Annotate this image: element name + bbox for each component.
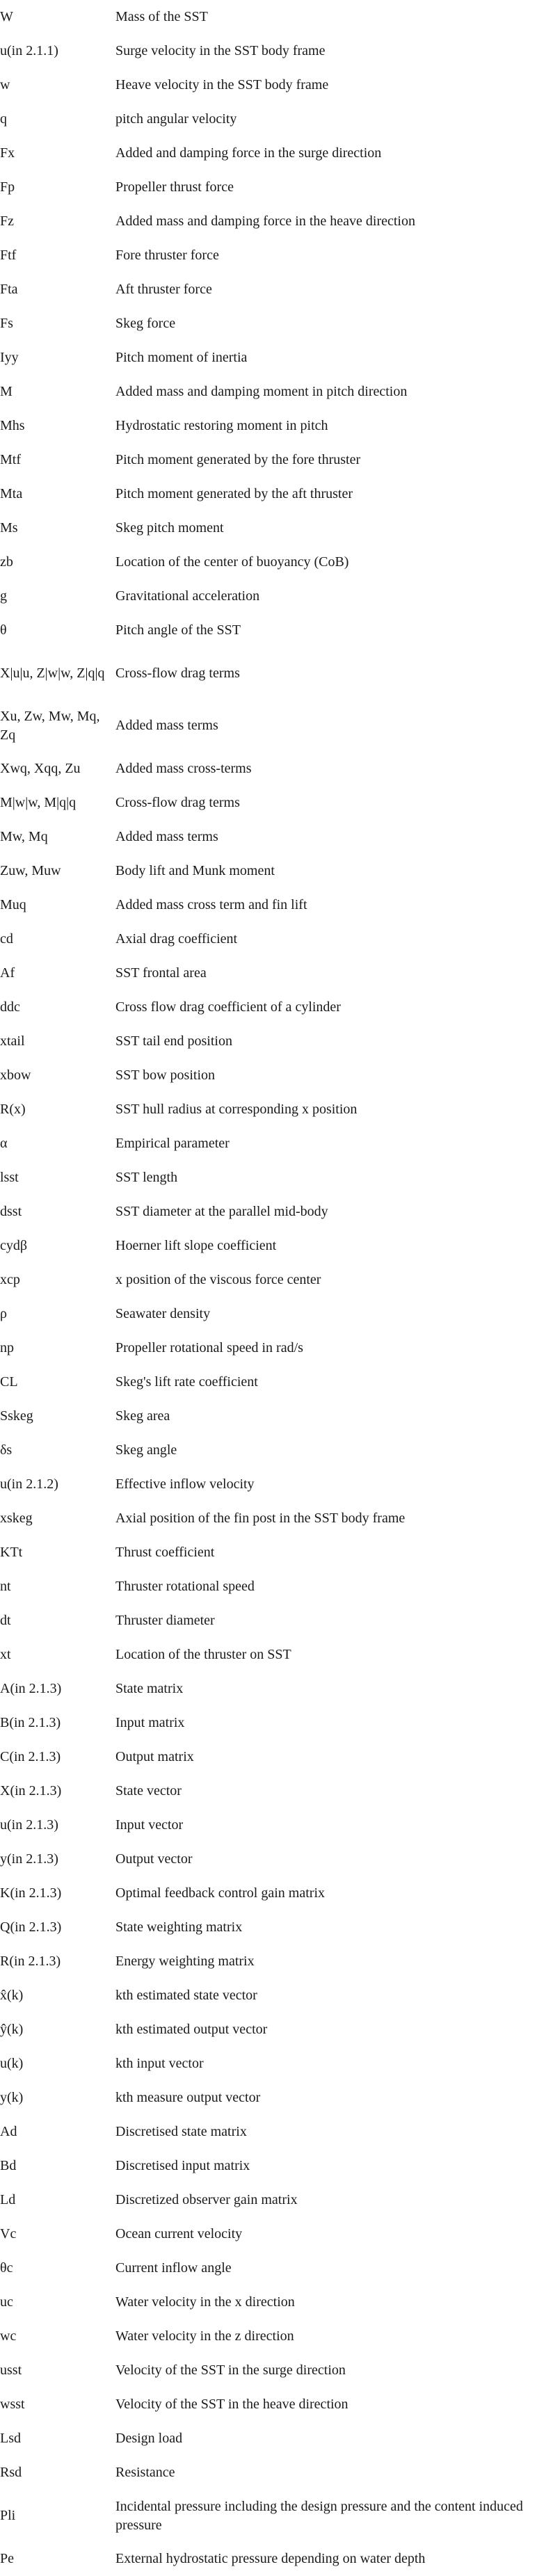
table-row [0,1706,537,1740]
table-row [0,545,537,579]
description: Discretised state matrix [115,2124,247,2139]
description: Resistance [115,2465,175,2480]
table-row [0,68,537,102]
symbol: α [0,1136,8,1151]
description: Skeg angle [115,1442,177,1458]
table-row [0,1331,537,1365]
table-row [0,1945,537,1979]
description: Axial position of the fin post in the SST body frame [115,1511,406,1526]
description: Incidental pressure including the design pressure and the content induced pressure [115,2498,523,2533]
description: Optimal feedback control gain matrix [115,1885,326,1901]
symbol: R(in 2.1.3) [0,1954,61,1969]
symbol: C(in 2.1.3) [0,1749,61,1764]
description: Effective inflow velocity [115,1476,255,1492]
symbol: KTt [0,1545,23,1560]
table-row [0,1297,537,1331]
description: x position of the viscous force center [115,1272,321,1287]
symbol: nt [0,1579,11,1594]
description: Heave velocity in the SST body frame [115,77,329,92]
table-row [0,1570,537,1604]
table-row [0,0,537,34]
table-row [0,409,537,443]
symbol: usst [0,2362,22,2378]
description: Hoerner lift slope coefficient [115,1238,277,1253]
description: SST hull radius at corresponding x position [115,1102,358,1117]
description: Thruster diameter [115,1613,215,1628]
table-row [0,1399,537,1433]
description: Seawater density [115,1306,211,1321]
symbol: Pe [0,2551,14,2566]
table-row [0,1502,537,1536]
symbol: Mw, Mq [0,829,48,844]
symbol: u(in 2.1.1) [0,43,58,58]
table-row [0,820,537,854]
table-row [0,1058,537,1093]
table-row [0,1808,537,1842]
symbol: Ld [0,2192,16,2207]
description: Skeg pitch moment [115,520,224,536]
symbol: g [0,588,7,604]
description: State matrix [115,1681,184,1696]
symbol: cydβ [0,1238,28,1253]
table-row [0,273,537,307]
description: Discretised input matrix [115,2158,250,2173]
table-row [0,136,537,170]
table-row [0,1740,537,1774]
symbol: Xwq, Xqq, Zu [0,761,81,776]
table-row [0,443,537,477]
description: Added mass and damping force in the heave direction [115,214,415,229]
table-row [0,34,537,68]
symbol: Mhs [0,418,25,433]
table-row [0,579,537,613]
table-row [0,1467,537,1502]
symbol: Ms [0,520,18,536]
table-row [0,1127,537,1161]
symbol: Zuw, Muw [0,863,61,878]
symbol: Muq [0,897,26,912]
symbol: lsst [0,1170,19,1185]
symbol: Fta [0,282,18,297]
table-row [0,1024,537,1058]
symbol: Fz [0,214,14,229]
table-row [0,2115,537,2149]
description: SST frontal area [115,965,207,981]
table-row [0,102,537,136]
table-row [0,786,537,820]
description: Output vector [115,1851,193,1867]
table-row [0,1093,537,1127]
description: External hydrostatic pressure depending on water depth [115,2551,426,2566]
description: Output matrix [115,1749,194,1764]
symbol: CL [0,1374,18,1390]
symbol: u(in 2.1.3) [0,1817,58,1833]
symbol: dt [0,1613,11,1628]
symbol: θc [0,2260,13,2276]
table-row [0,341,537,375]
symbol: xt [0,1647,11,1662]
description: Thrust coefficient [115,1545,215,1560]
description: Water velocity in the z direction [115,2328,294,2344]
description: Pitch moment of inertia [115,350,248,365]
description: Empirical parameter [115,1136,230,1151]
description: Ocean current velocity [115,2226,243,2241]
table-row [0,1229,537,1263]
symbol: cd [0,931,13,947]
symbol: Mtf [0,452,21,467]
symbol: u(in 2.1.2) [0,1476,58,1492]
description: Skeg area [115,1408,170,1424]
symbol: Fs [0,316,13,331]
description: Cross-flow drag terms [115,795,240,810]
description: Location of the thruster on SST [115,1647,291,1662]
symbol: wc [0,2328,17,2344]
symbol: xcp [0,1272,20,1287]
description: Added mass terms [115,829,218,844]
table-row [0,2490,537,2542]
table-row [0,2047,537,2081]
symbol: Rsd [0,2465,22,2480]
description: Design load [115,2431,183,2446]
description: Added and damping force in the surge direction [115,145,382,161]
description: Input matrix [115,1715,185,1730]
table-row [0,1161,537,1195]
table-row [0,1774,537,1808]
description: Skeg's lift rate coefficient [115,1374,258,1390]
table-row [0,1263,537,1297]
symbol: Iyy [0,350,19,365]
symbol: Ftf [0,248,17,263]
symbol: x̂(k) [0,1988,24,2003]
description: pitch angular velocity [115,111,237,127]
table-row [0,2183,537,2217]
table-row [0,1876,537,1910]
symbol: B(in 2.1.3) [0,1715,61,1730]
symbol: X|u|u, Z|w|w, Z|q|q [0,666,105,681]
description: Input vector [115,1817,184,1833]
table-row [0,2542,537,2576]
description: Skeg force [115,316,176,331]
description: Pitch angle of the SST [115,622,241,638]
table-row [0,647,537,700]
symbol: Fx [0,145,15,161]
symbol: R(x) [0,1102,26,1117]
symbol: Pli [0,2508,16,2523]
table-row [0,511,537,545]
description: Aft thruster force [115,282,212,297]
symbol: q [0,111,7,127]
description: Location of the center of buoyancy (CoB) [115,554,349,570]
description: Gravitational acceleration [115,588,260,604]
description: kth input vector [115,2056,204,2071]
symbol: zb [0,554,13,570]
table-row [0,2319,537,2353]
symbol: xbow [0,1068,31,1083]
symbol: K(in 2.1.3) [0,1885,62,1901]
table-row [0,2388,537,2422]
description: Propeller rotational speed in rad/s [115,1340,303,1355]
table-row [0,170,537,204]
table-row [0,2285,537,2319]
symbol: θ [0,622,7,638]
symbol: Q(in 2.1.3) [0,1919,62,1935]
table-row [0,1604,537,1638]
description: Added mass terms [115,718,218,733]
description: SST diameter at the parallel mid-body [115,1204,328,1219]
table-row [0,1910,537,1945]
table-row [0,1195,537,1229]
symbol: Sskeg [0,1408,33,1424]
symbol: M|w|w, M|q|q [0,795,77,810]
description: Cross-flow drag terms [115,666,240,681]
symbol: Vc [0,2226,17,2241]
symbol: Ad [0,2124,17,2139]
symbol: w [0,77,10,92]
table-row [0,700,537,752]
table-row [0,2149,537,2183]
table-row [0,1638,537,1672]
symbol: xskeg [0,1511,33,1526]
description: Surge velocity in the SST body frame [115,43,326,58]
table-row [0,2251,537,2285]
symbol: Xu, Zw, Mw, Mq, Zq [0,708,100,743]
symbol: X(in 2.1.3) [0,1783,62,1798]
description: Current inflow angle [115,2260,232,2276]
table-row [0,375,537,409]
description: Cross flow drag coefficient of a cylinder [115,999,341,1015]
table-row [0,239,537,273]
table-row [0,2422,537,2456]
description: Added mass cross term and fin lift [115,897,307,912]
symbol: Bd [0,2158,17,2173]
table-row [0,2353,537,2388]
symbol: ρ [0,1306,7,1321]
symbol: xtail [0,1033,25,1049]
description: Water velocity in the x direction [115,2294,295,2310]
symbol: Lsd [0,2431,21,2446]
table-row [0,2456,537,2490]
description: Fore thruster force [115,248,219,263]
symbol: Af [0,965,15,981]
description: Discretized observer gain matrix [115,2192,298,2207]
table-row [0,1979,537,2013]
table-row [0,1365,537,1399]
symbol: ddc [0,999,20,1015]
description: Hydrostatic restoring moment in pitch [115,418,328,433]
description: State weighting matrix [115,1919,243,1935]
table-row [0,888,537,922]
symbol: dsst [0,1204,22,1219]
symbol: ŷ(k) [0,2022,24,2037]
table-row [0,307,537,341]
table-row [0,956,537,990]
symbol: A(in 2.1.3) [0,1681,62,1696]
description: Velocity of the SST in the heave direction [115,2397,348,2412]
table-row [0,204,537,239]
description: Propeller thrust force [115,179,234,195]
description: Energy weighting matrix [115,1954,255,1969]
table-row [0,2217,537,2251]
description: State vector [115,1783,182,1798]
description: SST tail end position [115,1033,232,1049]
description: Mass of the SST [115,9,208,24]
symbol: δs [0,1442,13,1458]
table-row [0,1672,537,1706]
description: Axial drag coefficient [115,931,238,947]
table-row [0,854,537,888]
symbol: uc [0,2294,13,2310]
description: SST bow position [115,1068,215,1083]
symbol: wsst [0,2397,25,2412]
description: kth estimated output vector [115,2022,268,2037]
symbol: Mta [0,486,23,501]
symbol: y(in 2.1.3) [0,1851,58,1867]
table-row [0,1842,537,1876]
table-row [0,2081,537,2115]
description: Pitch moment generated by the aft thruster [115,486,353,501]
table-row [0,1433,537,1467]
table-row [0,2013,537,2047]
symbol: M [0,384,13,399]
symbol: Fp [0,179,15,195]
table-row [0,1536,537,1570]
symbol: W [0,9,13,24]
symbol: y(k) [0,2090,24,2105]
description: Added mass cross-terms [115,761,252,776]
table-row [0,990,537,1024]
table-row [0,922,537,956]
description: Body lift and Munk moment [115,863,275,878]
description: SST length [115,1170,178,1185]
description: kth estimated state vector [115,1988,257,2003]
description: kth measure output vector [115,2090,261,2105]
table-row [0,752,537,786]
description: Thruster rotational speed [115,1579,255,1594]
symbol: u(k) [0,2056,24,2071]
description: Pitch moment generated by the fore thruster [115,452,361,467]
table-row [0,477,537,511]
table-row [0,613,537,647]
symbol: np [0,1340,14,1355]
description: Added mass and damping moment in pitch direction [115,384,408,399]
description: Velocity of the SST in the surge direction [115,2362,346,2378]
